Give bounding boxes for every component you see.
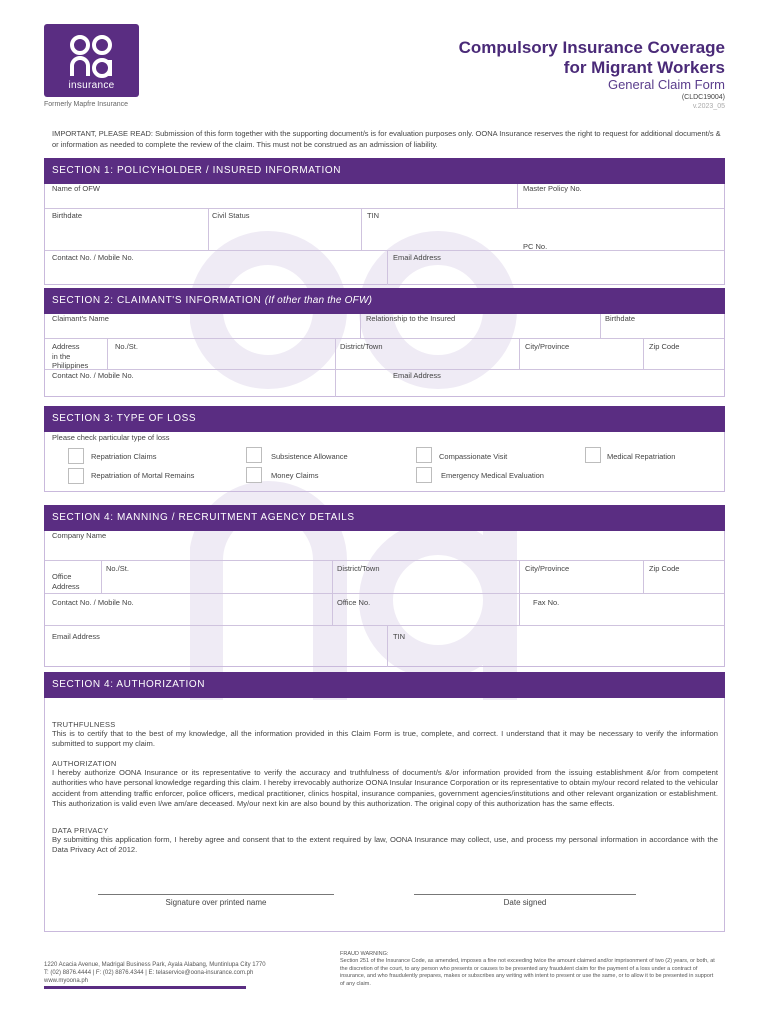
checkbox-money-claims[interactable] <box>246 467 262 483</box>
date-signed-line[interactable] <box>414 894 636 895</box>
logo-word: insurance <box>68 80 115 91</box>
section3-header: SECTION 3: TYPE OF LOSS <box>44 406 725 432</box>
authorization-header: SECTION 4: AUTHORIZATION <box>44 672 725 698</box>
option-label: Subsistence Allowance <box>271 452 348 461</box>
option-label: Money Claims <box>271 471 319 480</box>
date-signed-label: Date signed <box>503 898 547 907</box>
formerly-note: Formerly Mapfre Insurance <box>44 101 129 108</box>
checkbox-mortal-remains[interactable] <box>68 468 84 484</box>
option-label: Emergency Medical Evaluation <box>441 471 544 480</box>
section2-box <box>44 314 725 397</box>
fraud-warning-text: Section 251 of the Insurance Code, as amended, imposes a fine not exceeding twice the amount claimed and/or imprisonment of two (2) years, or both, at the discretion of the court, to any person who presents or causes to be presented any fraudulent claim for the payment of a loss under a contract of insurance, and who fraudulently prepares, makes or subscribes any writing with intent to present or use the same, or to allow it to be presented in support of any claim. <box>340 958 715 987</box>
form-code: (CLDC19004) <box>681 94 725 101</box>
agency-contact-field[interactable]: Contact No. / Mobile No. <box>52 598 134 607</box>
truthfulness-text: This is to certify that to the best of my knowledge, all the information provided in this Claim Form is true, complete, and correct. I understand that it may be necessary to verify the information submitted to support my claim. <box>52 729 718 749</box>
option-label: Medical Repatriation <box>607 452 676 461</box>
option-label: Repatriation Claims <box>91 452 157 461</box>
option-label: Repatriation of Mortal Remains <box>91 471 195 480</box>
authorization-text: I hereby authorize OONA Insurance or its representative to verify the accuracy and truthfulness of document/s &/or information provided from the issuing establishment &/or from competent authorities who have personal knowledge regarding this claim. I hereby irrevocably authorize OONA Insular Insurance Corporation or its representative to obtain my/our record related to the vehicular accident from attending traffic enforcer, police officers, medical practitioner, clinics hospital, insurance companies, government agencies/institutions and other relevant organization or establishment. This authorization is valid even I/we am/are deceased. My/our next kin are also bound by this authorization. The original copy of this authorization has the same effects. <box>52 768 718 808</box>
option-label: Compassionate Visit <box>439 452 508 461</box>
important-notice: IMPORTANT, PLEASE READ: Submission of this form together with the supporting document/s is for evaluation purposes only. OONA Insurance reserves the right to request for additional document/s & or information as needed to complete the review of the claim. This must not be construed as an admission of liability. <box>52 129 721 149</box>
name-of-ofw-field[interactable]: Name of OFW <box>52 184 100 193</box>
form-title-line2: for Migrant Workers <box>563 58 725 77</box>
claimant-email-field[interactable]: Email Address <box>393 371 441 380</box>
form-title <box>459 38 725 78</box>
section2-title-note: (If other than the OFW) <box>264 295 373 306</box>
section2-header <box>44 288 725 314</box>
office-district-field[interactable]: District/Town <box>337 564 380 573</box>
privacy-heading: DATA PRIVACY <box>52 826 109 835</box>
claimants-name-field[interactable]: Claimant's Name <box>52 314 109 323</box>
checkbox-subsistence-allowance[interactable] <box>246 447 262 463</box>
checkbox-medical-repatriation[interactable] <box>585 447 601 463</box>
company-address: 1220 Acacia Avenue, Madrigal Business Park, Ayala Alabang, Muntinlupa City 1770 T: (02) 8876.4444 | F: (02) 8876.4344 | E: telaservice@oona-insurance.com.ph www.myoona.ph <box>44 962 266 984</box>
email-address-field[interactable]: Email Address <box>393 253 441 262</box>
address-district-field[interactable]: District/Town <box>340 342 383 351</box>
claimant-contact-field[interactable]: Contact No. / Mobile No. <box>52 371 134 380</box>
address-zip-field[interactable]: Zip Code <box>649 342 680 351</box>
oona-logo <box>44 24 139 97</box>
section1-header: SECTION 1: POLICYHOLDER / INSURED INFORMATION <box>44 158 725 184</box>
form-title-line1: Compulsory Insurance Coverage <box>458 38 725 57</box>
fraud-warning-heading: FRAUD WARNING: <box>340 951 389 957</box>
section3-box <box>44 432 725 492</box>
office-city-field[interactable]: City/Province <box>525 564 570 573</box>
privacy-text: By submitting this application form, I hereby agree and consent that to the extent required by law, OONA Insurance may collect, use, and process my personal information in accordance with the Data Privacy Act of 2012. <box>52 835 718 855</box>
tin-field[interactable]: TIN <box>367 211 380 220</box>
checkbox-repatriation-claims[interactable] <box>68 448 84 464</box>
signature-label: Signature over printed name <box>165 898 267 907</box>
section1-box <box>44 184 725 285</box>
website-link[interactable]: www.myoona.ph <box>44 978 89 984</box>
form-version: v.2023_05 <box>692 103 725 110</box>
office-address-label: Office Address <box>52 572 80 591</box>
truthfulness-heading: TRUTHFULNESS <box>52 720 116 729</box>
form-subtitle: General Claim Form <box>607 77 725 92</box>
agency-office-no-field[interactable]: Office No. <box>337 598 371 607</box>
pc-no-field[interactable]: PC No. <box>523 242 548 251</box>
checkbox-compassionate-visit[interactable] <box>416 447 432 463</box>
address-no-st-field[interactable]: No./St. <box>115 342 138 351</box>
claimant-birthdate-field[interactable]: Birthdate <box>605 314 636 323</box>
section4-box <box>44 531 725 667</box>
office-zip-field[interactable]: Zip Code <box>649 564 680 573</box>
authorization-heading: AUTHORIZATION <box>52 759 117 768</box>
agency-tin-field[interactable]: TIN <box>393 632 406 641</box>
footer-accent-bar <box>44 986 246 989</box>
checkbox-emergency-medical[interactable] <box>416 467 432 483</box>
section4-header: SECTION 4: MANNING / RECRUITMENT AGENCY DETAILS <box>44 505 725 531</box>
agency-fax-field[interactable]: Fax No. <box>533 598 560 607</box>
civil-status-field[interactable]: Civil Status <box>212 211 250 220</box>
loss-type-instruction: Please check particular type of loss <box>52 433 170 442</box>
section2-title: SECTION 2: CLAIMANT'S INFORMATION <box>52 295 262 306</box>
contact-no-field[interactable]: Contact No. / Mobile No. <box>52 253 134 262</box>
master-policy-no-field[interactable]: Master Policy No. <box>523 184 582 193</box>
company-name-field[interactable]: Company Name <box>52 531 107 540</box>
agency-email-field[interactable]: Email Address <box>52 632 100 641</box>
address-city-field[interactable]: City/Province <box>525 342 570 351</box>
birthdate-field[interactable]: Birthdate <box>52 211 83 220</box>
relationship-field[interactable]: Relationship to the Insured <box>366 314 456 323</box>
address-label: Address in the Philippines <box>52 342 89 370</box>
office-no-st-field[interactable]: No./St. <box>106 564 129 573</box>
signature-line[interactable] <box>98 894 334 895</box>
